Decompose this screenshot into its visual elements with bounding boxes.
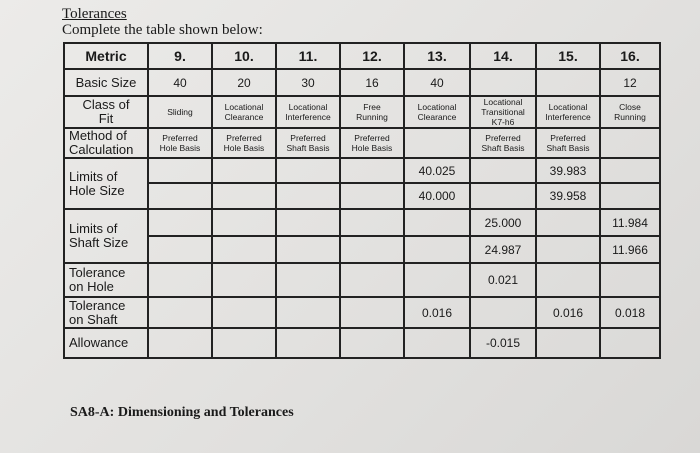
method-cell [276,128,340,158]
hole-lower-limit-cell [600,183,660,209]
cell-line: Hole Basis [159,143,201,153]
cell-line: Preferred [162,133,198,143]
hole-upper-limit-cell: 39.983 [536,158,600,183]
cell-line: Locational [483,97,523,107]
cell-line: Locational [224,102,264,112]
instruction-text: Complete the table shown below: [62,22,263,38]
hole-upper-limit-cell [148,158,212,183]
cell-line: Shaft Basis [286,143,330,153]
cell-line: Preferred [550,133,586,143]
row-label-line: Tolerance [69,265,126,280]
header-row [64,43,660,69]
shaft-lower-limit-cell: 24.987 [470,236,536,263]
tolerance-shaft-cell: 0.018 [600,297,660,328]
row-label: Basic Size [64,69,148,96]
heading-block [62,6,263,38]
allowance-cell [212,328,276,358]
cell-line: Close [619,102,641,112]
basic-size-cell: 16 [340,69,404,96]
basic-size-cell: 30 [276,69,340,96]
hole-upper-limit-cell [600,158,660,183]
cell-line: Clearance [224,112,264,122]
hole-lower-limit-cell [148,183,212,209]
hole-lower-limit-cell [212,183,276,209]
tolerance-hole-cell: 0.021 [470,263,536,297]
shaft-upper-limit-cell [340,209,404,236]
basic-size-row [64,69,660,96]
cell-line: Free [363,102,381,112]
fit-class-cell [600,96,660,128]
row-label-line: Tolerance [69,297,126,313]
problem-header: 16. [600,43,660,69]
shaft-upper-limit-cell [148,209,212,236]
hole-upper-limit-cell [212,158,276,183]
allowance-row [64,328,660,358]
basic-size-cell: 40 [404,69,470,96]
tolerance-hole-cell [276,263,340,297]
method-cell [470,128,536,158]
cell-line: Locational [548,102,588,112]
hole-lower-limit-cell [276,183,340,209]
cell-line: Preferred [354,133,390,143]
cell-line: Preferred [485,133,521,143]
hole-lower-limit-cell: 40.000 [404,183,470,209]
method-cell [340,128,404,158]
cell-line: Shaft Basis [546,143,590,153]
shaft-lower-limit-cell [212,236,276,263]
hole-upper-limit-cell [340,158,404,183]
cell-line: Hole Basis [351,143,393,153]
tolerance-shaft-cell [340,297,404,328]
shaft-lower-limit-cell [276,236,340,263]
hole-limit-lower-row [64,183,660,209]
tolerance-shaft-cell: 0.016 [404,297,470,328]
row-label [64,128,148,158]
tolerance-hole-cell [600,263,660,297]
cell-line: Preferred [226,133,262,143]
shaft-limit-lower-row [64,236,660,263]
row-label-line: Hole Size [69,182,125,198]
row-label-line: Limits of [69,168,118,184]
problem-header: 13. [404,43,470,69]
shaft-lower-limit-cell: 11.966 [600,236,660,263]
shaft-limit-upper-row [64,209,660,236]
tolerance-hole-cell [148,263,212,297]
row-label [64,297,148,328]
hole-lower-limit-cell [470,183,536,209]
class-of-fit-row [64,96,660,128]
allowance-cell [148,328,212,358]
tolerance-shaft-cell [212,297,276,328]
problem-header: 9. [148,43,212,69]
fit-class-cell [536,96,600,128]
allowance-cell: -0.015 [470,328,536,358]
problem-header: 14. [470,43,536,69]
shaft-lower-limit-cell [148,236,212,263]
fit-class-cell [276,96,340,128]
tolerance-shaft-cell [148,297,212,328]
row-label-line: Calculation [69,142,134,157]
problem-header: 15. [536,43,600,69]
allowance-cell [404,328,470,358]
row-label-line: Class of [82,97,130,112]
fit-class-cell [212,96,276,128]
fit-class-cell [470,96,536,128]
tolerance-hole-cell [212,263,276,297]
tolerance-hole-cell [536,263,600,297]
row-label [64,209,148,263]
row-label-line: Shaft Size [69,235,129,250]
tolerance-hole-cell [404,263,470,297]
hole-upper-limit-cell [470,158,536,183]
method-cell [148,128,212,158]
metric-header: Metric [64,43,148,69]
basic-size-cell [536,69,600,96]
shaft-lower-limit-cell [404,236,470,263]
tolerance-shaft-cell [276,297,340,328]
shaft-upper-limit-cell [536,209,600,236]
cell-line: Locational [288,102,328,112]
fit-class-cell [404,96,470,128]
cell-line: Interference [545,112,591,122]
problem-header: 12. [340,43,404,69]
cell-line: Clearance [417,112,457,122]
allowance-cell [600,328,660,358]
shaft-upper-limit-cell: 25.000 [470,209,536,236]
row-label-line: on Hole [69,279,114,294]
method-cell [404,128,470,158]
cell-line: Preferred [290,133,326,143]
fit-class-cell [340,96,404,128]
shaft-upper-limit-cell: 11.984 [600,209,660,236]
problem-header: 11. [276,43,340,69]
cell-line: Interference [285,112,331,122]
tolerance-shaft-cell: 0.016 [536,297,600,328]
tolerance-hole-row [64,263,660,297]
row-label [64,263,148,297]
shaft-lower-limit-cell [340,236,404,263]
cell-line: Running [356,112,388,122]
row-label: Allowance [64,328,148,358]
hole-limit-upper-row [64,158,660,183]
row-label-line: Limits of [69,221,118,236]
basic-size-cell: 40 [148,69,212,96]
cell-line: Transitional [481,107,525,117]
method-row [64,128,660,158]
page-title: Tolerances [62,6,127,22]
shaft-upper-limit-cell [404,209,470,236]
hole-upper-limit-cell: 40.025 [404,158,470,183]
cell-line: Running [614,112,646,122]
cell-line: Sliding [167,107,193,117]
basic-size-cell: 12 [600,69,660,96]
hole-upper-limit-cell [276,158,340,183]
allowance-cell [276,328,340,358]
cell-line: Shaft Basis [481,143,525,153]
allowance-cell [340,328,404,358]
basic-size-cell [470,69,536,96]
shaft-lower-limit-cell [536,236,600,263]
row-label-line: on Shaft [69,311,118,327]
hole-lower-limit-cell [340,183,404,209]
shaft-upper-limit-cell [212,209,276,236]
tolerance-shaft-row [64,297,660,328]
row-label-line: Method of [69,128,127,143]
row-label [64,96,148,128]
shaft-upper-limit-cell [276,209,340,236]
hole-lower-limit-cell: 39.958 [536,183,600,209]
method-cell [600,128,660,158]
tolerance-hole-cell [340,263,404,297]
method-cell [212,128,276,158]
footer-caption: SA8-A: Dimensioning and Tolerances [70,405,294,420]
cell-line: K7-h6 [491,117,515,127]
tolerance-table [63,42,661,359]
row-label [64,158,148,209]
fit-class-cell [148,96,212,128]
basic-size-cell: 20 [212,69,276,96]
row-label-line: Fit [98,111,114,126]
method-cell [536,128,600,158]
allowance-cell [536,328,600,358]
problem-header: 10. [212,43,276,69]
cell-line: Locational [417,102,457,112]
cell-line: Hole Basis [223,143,265,153]
tolerance-shaft-cell [470,297,536,328]
